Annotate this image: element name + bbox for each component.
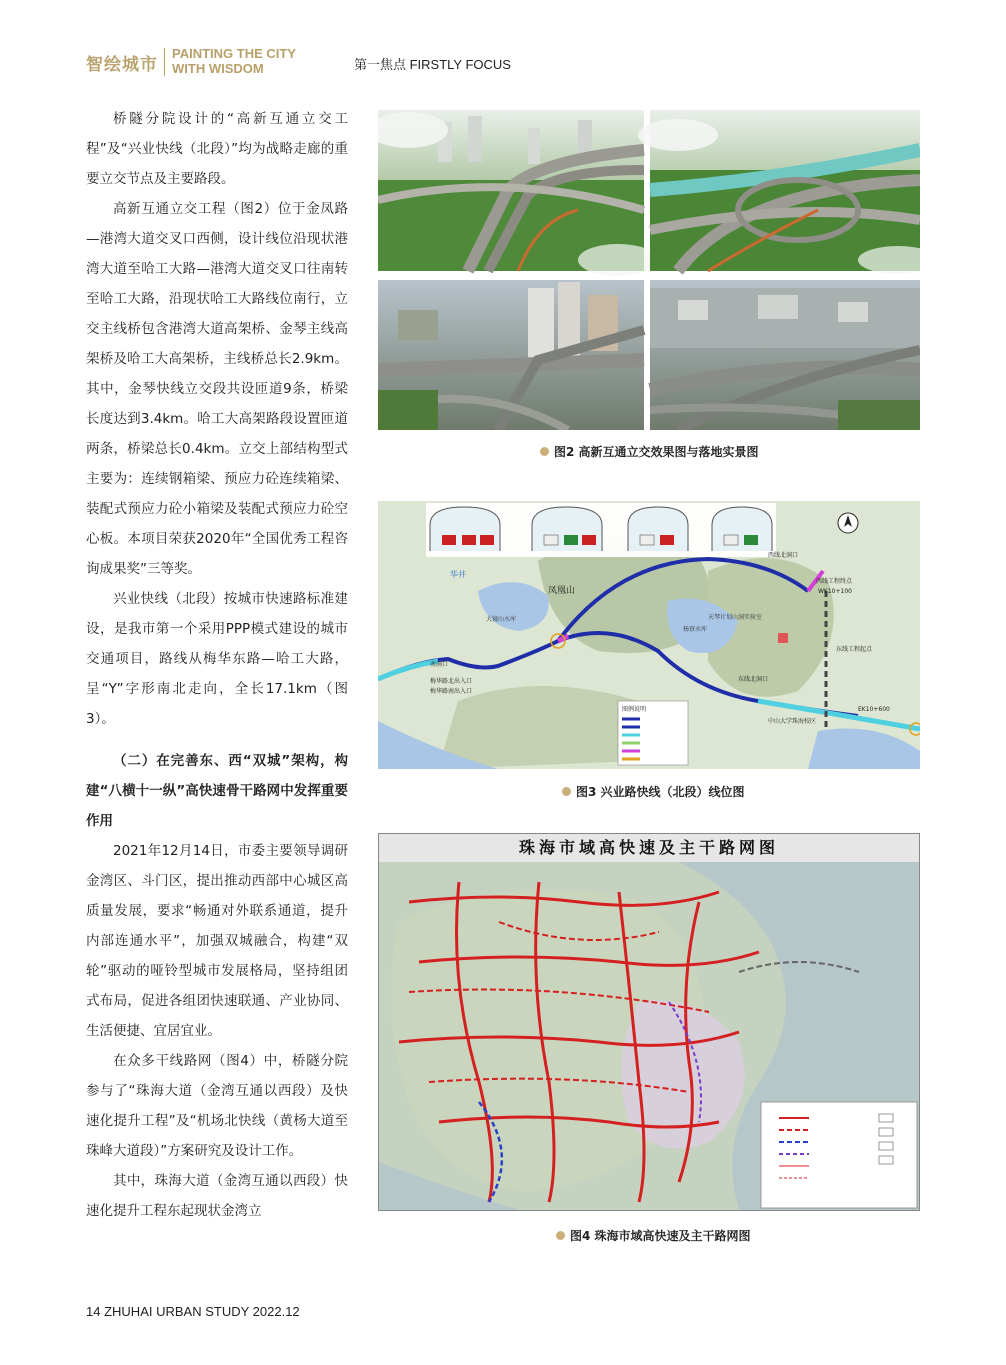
label-univ: 中山大学珠海校区 xyxy=(768,718,817,725)
figure-3-map xyxy=(378,501,920,769)
aerial-photo-1 xyxy=(378,280,644,430)
caption-bullet-icon xyxy=(556,1231,565,1240)
label-end-east: 东线工程起点 xyxy=(836,646,873,653)
brand-en-line1: PAINTING THE CITY xyxy=(172,46,296,61)
paragraph-1: 桥隧分院设计的“高新互通立交工程”及“兴业快线（北段）”均为战略走廊的重要立交节点及主要路段。 xyxy=(86,111,348,187)
figure-4-map xyxy=(379,862,919,1210)
paragraph-6: 其中，珠海大道（金湾互通以西段）快速化提升工程东起现状金湾立 xyxy=(86,1173,348,1219)
label-south-entry: 南洞口 xyxy=(430,661,449,668)
paragraph-2: 高新互通立交工程（图2）位于金凤路—港湾大道交叉口西侧，设计线位沿现状港湾大道至哈工大路—港湾大道交叉口往南转至哈工大路，沿现状哈工大路线位南行，立交主线桥包含港湾大道高架桥、金琴主线高架桥及哈工大高架桥，主线桥总长2.9km。其中，金琴快线立交段共设匝道9条，桥梁长度达到3.4km。哈工大高架路段设置匝道两条，桥梁总长0.4km。立交上部结构型式主要为：连续钢箱梁、预应力砼连续箱梁、装配式预应力砼小箱梁及装配式预应力砼空心板。本项目荣获2020年“全国优秀工程咨询成果奖”三等奖。 xyxy=(86,201,348,577)
article-column xyxy=(86,104,348,1226)
paragraph-4: 2021年12月14日，市委主要领导调研金湾区、斗门区，提出推动西部中心城区高质量发展，要求“畅通对外联系通道，提升内部连通水平”，加强双城融合，构建“双轮”驱动的哑铃型城市发展格局，坚持组团式布局，促进各组团快速联通、产业协同、生活便捷、宜居宜业。 xyxy=(86,843,348,1039)
label-end-north: 西线工程终点 xyxy=(816,578,853,585)
label-mountain: 凤凰山 xyxy=(548,586,576,596)
figure-2 xyxy=(378,110,920,430)
figure-2-photos xyxy=(378,110,920,430)
figure-2-caption: 图2 高新互通立交效果图与落地实景图 xyxy=(540,443,759,460)
label-reservoir2: 杨寮水库 xyxy=(683,626,708,633)
brand-en xyxy=(172,46,296,76)
figure-4-caption: 图4 珠海市域高快速及主干路网图 xyxy=(556,1227,751,1244)
label-chainage-2: EK10+600 xyxy=(858,706,890,713)
label-west-exit: 西线北洞口 xyxy=(768,552,799,559)
label-mh-east: 梅华路北出入口 xyxy=(430,678,473,685)
figure-3 xyxy=(378,501,920,769)
subheading: （二）在完善东、西“双城”架构，构建“八横十一纵”高快速骨干路网中发挥重要作用 xyxy=(86,753,348,829)
label-chainage-1: WK10+100 xyxy=(818,588,852,595)
caption-bullet-icon xyxy=(562,787,571,796)
aerial-photo-2 xyxy=(650,280,920,430)
issue-date: 2022.12 xyxy=(252,1304,300,1319)
render-photo-1 xyxy=(378,110,658,276)
figure-4-title: 珠海市域高快速及主干路网图 xyxy=(379,834,919,863)
render-photo-2 xyxy=(638,110,920,274)
legend-title: 图例说明 xyxy=(622,706,647,713)
page-number: 14 xyxy=(86,1304,101,1319)
figure-4 xyxy=(378,833,920,1211)
brand-divider xyxy=(164,48,165,76)
journal-name: ZHUHAI URBAN STUDY xyxy=(104,1304,250,1319)
brand-en-line2: WITH WISDOM xyxy=(172,61,264,76)
label-lab: 天琴计划山洞实验室 xyxy=(708,614,763,621)
section-title: 第一焦点 FIRSTLY FOCUS xyxy=(354,57,511,72)
page-footer xyxy=(86,1304,300,1319)
paragraph-3: 兴业快线（北段）按城市快速路标准建设，是我市第一个采用PPP模式建设的城市交通项目，路线从梅华东路—哈工大路，呈“Y”字形南北走向，全长17.1km（图3）。 xyxy=(86,591,348,727)
label-dongxian: 东线北洞口 xyxy=(738,676,769,683)
caption-bullet-icon xyxy=(540,447,549,456)
figure-3-caption: 图3 兴业路快线（北段）线位图 xyxy=(562,783,745,800)
paragraph-5: 在众多干线路网（图4）中，桥隧分院参与了“珠海大道（金湾互通以西段）及快速化提升工程”及“机场北快线（黄杨大道至珠峰大道段）”方案研究及设计工作。 xyxy=(86,1053,348,1159)
label-huajing: 华井 xyxy=(450,570,466,579)
label-reservoir: 大镜山水库 xyxy=(486,616,517,623)
label-mh-south: 梅华路南出入口 xyxy=(430,688,473,695)
brand-cn: 智绘城市 xyxy=(86,55,158,75)
